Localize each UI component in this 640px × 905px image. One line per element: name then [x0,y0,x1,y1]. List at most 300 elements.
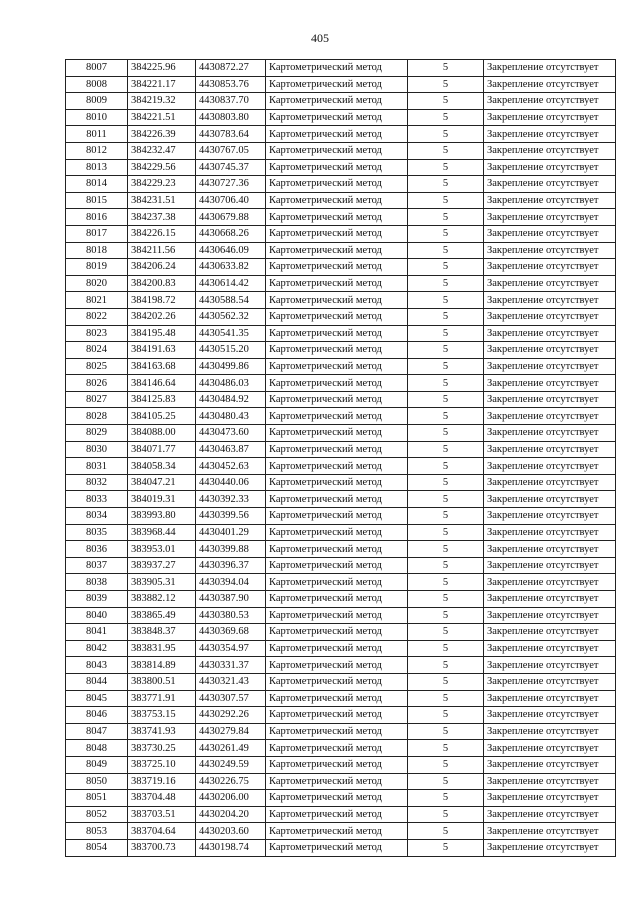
table-row [66,225,616,242]
table-row [66,275,616,292]
method-cell: Картометрический метод [266,806,408,823]
accuracy-cell: 5 [408,325,484,342]
fixing-description-cell: Закрепление отсутствует [484,292,616,309]
accuracy-cell: 5 [408,358,484,375]
table-row [66,126,616,143]
accuracy-cell: 5 [408,458,484,475]
coordinate-x-cell: 384058.34 [128,458,196,475]
table-row [66,524,616,541]
point-number-cell: 8024 [66,342,128,359]
coordinate-y-cell: 4430399.56 [196,508,266,525]
coordinate-x-cell: 383771.91 [128,690,196,707]
accuracy-cell: 5 [408,192,484,209]
coordinate-x-cell: 383865.49 [128,607,196,624]
method-cell: Картометрический метод [266,740,408,757]
coordinate-y-cell: 4430803.80 [196,109,266,126]
method-cell: Картометрический метод [266,491,408,508]
point-number-cell: 8045 [66,690,128,707]
method-cell: Картометрический метод [266,474,408,491]
accuracy-cell: 5 [408,707,484,724]
fixing-description-cell: Закрепление отсутствует [484,773,616,790]
fixing-description-cell: Закрепление отсутствует [484,790,616,807]
fixing-description-cell: Закрепление отсутствует [484,673,616,690]
method-cell: Картометрический метод [266,790,408,807]
table-row [66,574,616,591]
method-cell: Картометрический метод [266,142,408,159]
coordinate-x-cell: 384200.83 [128,275,196,292]
accuracy-cell: 5 [408,657,484,674]
accuracy-cell: 5 [408,723,484,740]
fixing-description-cell: Закрепление отсутствует [484,474,616,491]
method-cell: Картометрический метод [266,640,408,657]
accuracy-cell: 5 [408,425,484,442]
table-row [66,391,616,408]
accuracy-cell: 5 [408,790,484,807]
table-row [66,541,616,558]
fixing-description-cell: Закрепление отсутствует [484,142,616,159]
table-row [66,723,616,740]
method-cell: Картометрический метод [266,541,408,558]
method-cell: Картометрический метод [266,375,408,392]
coordinate-x-cell: 383741.93 [128,723,196,740]
method-cell: Картометрический метод [266,574,408,591]
point-number-cell: 8012 [66,142,128,159]
coordinate-y-cell: 4430837.70 [196,93,266,110]
fixing-description-cell: Закрепление отсутствует [484,441,616,458]
coordinate-x-cell: 383953.01 [128,541,196,558]
fixing-description-cell: Закрепление отсутствует [484,259,616,276]
fixing-description-cell: Закрепление отсутствует [484,541,616,558]
fixing-description-cell: Закрепление отсутствует [484,574,616,591]
point-number-cell: 8042 [66,640,128,657]
accuracy-cell: 5 [408,308,484,325]
method-cell: Картометрический метод [266,458,408,475]
point-number-cell: 8040 [66,607,128,624]
accuracy-cell: 5 [408,823,484,840]
coordinate-x-cell: 384146.64 [128,375,196,392]
table-row [66,142,616,159]
fixing-description-cell: Закрепление отсутствует [484,756,616,773]
method-cell: Картометрический метод [266,176,408,193]
coordinate-y-cell: 4430562.32 [196,308,266,325]
method-cell: Картометрический метод [266,823,408,840]
fixing-description-cell: Закрепление отсутствует [484,624,616,641]
table-body [66,60,616,857]
method-cell: Картометрический метод [266,773,408,790]
point-number-cell: 8014 [66,176,128,193]
method-cell: Картометрический метод [266,690,408,707]
point-number-cell: 8010 [66,109,128,126]
table-row [66,259,616,276]
table-row [66,60,616,77]
fixing-description-cell: Закрепление отсутствует [484,458,616,475]
point-number-cell: 8022 [66,308,128,325]
accuracy-cell: 5 [408,806,484,823]
coordinate-x-cell: 384231.51 [128,192,196,209]
table-row [66,441,616,458]
method-cell: Картометрический метод [266,524,408,541]
coordinate-y-cell: 4430292.26 [196,707,266,724]
table-row [66,109,616,126]
table-row [66,839,616,856]
method-cell: Картометрический метод [266,358,408,375]
accuracy-cell: 5 [408,391,484,408]
accuracy-cell: 5 [408,209,484,226]
coordinate-x-cell: 384221.51 [128,109,196,126]
accuracy-cell: 5 [408,275,484,292]
coordinate-y-cell: 4430727.36 [196,176,266,193]
table-row [66,557,616,574]
table-row [66,607,616,624]
table-row [66,375,616,392]
coordinate-y-cell: 4430198.74 [196,839,266,856]
coordinate-x-cell: 383730.25 [128,740,196,757]
method-cell: Картометрический метод [266,292,408,309]
table-row [66,707,616,724]
coordinate-y-cell: 4430745.37 [196,159,266,176]
fixing-description-cell: Закрепление отсутствует [484,109,616,126]
method-cell: Картометрический метод [266,707,408,724]
coordinate-y-cell: 4430679.88 [196,209,266,226]
accuracy-cell: 5 [408,574,484,591]
method-cell: Картометрический метод [266,259,408,276]
coordinate-y-cell: 4430633.82 [196,259,266,276]
accuracy-cell: 5 [408,159,484,176]
coordinate-y-cell: 4430394.04 [196,574,266,591]
table-row [66,657,616,674]
coordinate-x-cell: 384237.38 [128,209,196,226]
coordinate-x-cell: 383700.73 [128,839,196,856]
fixing-description-cell: Закрепление отсутствует [484,823,616,840]
fixing-description-cell: Закрепление отсутствует [484,408,616,425]
coordinate-x-cell: 384191.63 [128,342,196,359]
coordinate-x-cell: 384225.96 [128,60,196,77]
fixing-description-cell: Закрепление отсутствует [484,60,616,77]
coordinate-x-cell: 384105.25 [128,408,196,425]
method-cell: Картометрический метод [266,557,408,574]
point-number-cell: 8020 [66,275,128,292]
coordinate-x-cell: 384226.39 [128,126,196,143]
coordinate-y-cell: 4430473.60 [196,425,266,442]
point-number-cell: 8026 [66,375,128,392]
coordinate-x-cell: 384232.47 [128,142,196,159]
coordinate-x-cell: 384047.21 [128,474,196,491]
point-number-cell: 8029 [66,425,128,442]
coordinate-x-cell: 384206.24 [128,259,196,276]
accuracy-cell: 5 [408,557,484,574]
table-row [66,690,616,707]
accuracy-cell: 5 [408,375,484,392]
fixing-description-cell: Закрепление отсутствует [484,640,616,657]
coordinate-x-cell: 384125.83 [128,391,196,408]
accuracy-cell: 5 [408,541,484,558]
fixing-description-cell: Закрепление отсутствует [484,308,616,325]
fixing-description-cell: Закрепление отсутствует [484,325,616,342]
accuracy-cell: 5 [408,441,484,458]
table-row [66,192,616,209]
table-row [66,740,616,757]
coordinate-y-cell: 4430206.00 [196,790,266,807]
point-number-cell: 8039 [66,591,128,608]
coordinate-x-cell: 383704.48 [128,790,196,807]
accuracy-cell: 5 [408,640,484,657]
coordinate-y-cell: 4430614.42 [196,275,266,292]
table-row [66,176,616,193]
fixing-description-cell: Закрепление отсутствует [484,192,616,209]
point-number-cell: 8047 [66,723,128,740]
coordinate-x-cell: 384198.72 [128,292,196,309]
fixing-description-cell: Закрепление отсутствует [484,342,616,359]
coordinate-y-cell: 4430484.92 [196,391,266,408]
coordinate-x-cell: 383937.27 [128,557,196,574]
method-cell: Картометрический метод [266,508,408,525]
coordinate-x-cell: 383753.15 [128,707,196,724]
fixing-description-cell: Закрепление отсутствует [484,508,616,525]
table-row [66,790,616,807]
fixing-description-cell: Закрепление отсутствует [484,159,616,176]
table-row [66,591,616,608]
accuracy-cell: 5 [408,225,484,242]
coordinate-y-cell: 4430401.29 [196,524,266,541]
fixing-description-cell: Закрепление отсутствует [484,524,616,541]
coordinate-y-cell: 4430440.06 [196,474,266,491]
coordinate-x-cell: 384229.56 [128,159,196,176]
coordinate-y-cell: 4430279.84 [196,723,266,740]
accuracy-cell: 5 [408,142,484,159]
table-row [66,474,616,491]
method-cell: Картометрический метод [266,425,408,442]
coordinate-x-cell: 384071.77 [128,441,196,458]
table-row [66,425,616,442]
point-number-cell: 8049 [66,756,128,773]
coordinate-x-cell: 383704.64 [128,823,196,840]
table-row [66,408,616,425]
table-row [66,93,616,110]
method-cell: Картометрический метод [266,192,408,209]
method-cell: Картометрический метод [266,342,408,359]
point-number-cell: 8027 [66,391,128,408]
method-cell: Картометрический метод [266,242,408,259]
coordinate-x-cell: 383725.10 [128,756,196,773]
accuracy-cell: 5 [408,342,484,359]
coordinate-y-cell: 4430541.35 [196,325,266,342]
accuracy-cell: 5 [408,756,484,773]
method-cell: Картометрический метод [266,225,408,242]
accuracy-cell: 5 [408,508,484,525]
method-cell: Картометрический метод [266,93,408,110]
point-number-cell: 8032 [66,474,128,491]
table-row [66,358,616,375]
point-number-cell: 8028 [66,408,128,425]
coordinate-y-cell: 4430588.54 [196,292,266,309]
coordinate-x-cell: 384019.31 [128,491,196,508]
method-cell: Картометрический метод [266,839,408,856]
point-number-cell: 8048 [66,740,128,757]
coordinate-x-cell: 383882.12 [128,591,196,608]
table-row [66,308,616,325]
coordinate-y-cell: 4430853.76 [196,76,266,93]
method-cell: Картометрический метод [266,441,408,458]
coordinate-y-cell: 4430486.03 [196,375,266,392]
coordinate-x-cell: 384163.68 [128,358,196,375]
point-number-cell: 8054 [66,839,128,856]
point-number-cell: 8052 [66,806,128,823]
table-row [66,624,616,641]
point-number-cell: 8023 [66,325,128,342]
coordinate-y-cell: 4430203.60 [196,823,266,840]
point-number-cell: 8017 [66,225,128,242]
accuracy-cell: 5 [408,474,484,491]
point-number-cell: 8021 [66,292,128,309]
fixing-description-cell: Закрепление отсутствует [484,242,616,259]
point-number-cell: 8007 [66,60,128,77]
coordinate-x-cell: 383848.37 [128,624,196,641]
coordinate-y-cell: 4430452.63 [196,458,266,475]
coordinate-y-cell: 4430399.88 [196,541,266,558]
fixing-description-cell: Закрепление отсутствует [484,591,616,608]
coordinate-y-cell: 4430321.43 [196,673,266,690]
table-row [66,640,616,657]
method-cell: Картометрический метод [266,657,408,674]
fixing-description-cell: Закрепление отсутствует [484,375,616,392]
accuracy-cell: 5 [408,491,484,508]
point-number-cell: 8016 [66,209,128,226]
accuracy-cell: 5 [408,109,484,126]
table-row [66,458,616,475]
coordinate-x-cell: 384195.48 [128,325,196,342]
point-number-cell: 8008 [66,76,128,93]
coordinate-y-cell: 4430872.27 [196,60,266,77]
point-number-cell: 8035 [66,524,128,541]
method-cell: Картометрический метод [266,607,408,624]
method-cell: Картометрический метод [266,673,408,690]
method-cell: Картометрический метод [266,391,408,408]
point-number-cell: 8034 [66,508,128,525]
point-number-cell: 8041 [66,624,128,641]
coordinate-x-cell: 383993.80 [128,508,196,525]
accuracy-cell: 5 [408,408,484,425]
method-cell: Картометрический метод [266,159,408,176]
table-row [66,491,616,508]
accuracy-cell: 5 [408,176,484,193]
point-number-cell: 8025 [66,358,128,375]
coordinate-y-cell: 4430396.37 [196,557,266,574]
coordinate-y-cell: 4430706.40 [196,192,266,209]
fixing-description-cell: Закрепление отсутствует [484,740,616,757]
accuracy-cell: 5 [408,607,484,624]
fixing-description-cell: Закрепление отсутствует [484,425,616,442]
point-number-cell: 8030 [66,441,128,458]
point-number-cell: 8053 [66,823,128,840]
method-cell: Картометрический метод [266,756,408,773]
fixing-description-cell: Закрепление отсутствует [484,806,616,823]
fixing-description-cell: Закрепление отсутствует [484,358,616,375]
point-number-cell: 8050 [66,773,128,790]
point-number-cell: 8019 [66,259,128,276]
fixing-description-cell: Закрепление отсутствует [484,557,616,574]
fixing-description-cell: Закрепление отсутствует [484,707,616,724]
table-row [66,773,616,790]
coordinate-y-cell: 4430646.09 [196,242,266,259]
table-row [66,159,616,176]
accuracy-cell: 5 [408,242,484,259]
coordinate-y-cell: 4430767.05 [196,142,266,159]
method-cell: Картометрический метод [266,591,408,608]
accuracy-cell: 5 [408,740,484,757]
coordinate-x-cell: 384202.26 [128,308,196,325]
coordinate-y-cell: 4430307.57 [196,690,266,707]
page-number: 405 [311,31,329,45]
method-cell: Картометрический метод [266,624,408,641]
coordinate-y-cell: 4430204.20 [196,806,266,823]
coordinate-y-cell: 4430261.49 [196,740,266,757]
fixing-description-cell: Закрепление отсутствует [484,176,616,193]
coordinate-x-cell: 383968.44 [128,524,196,541]
accuracy-cell: 5 [408,93,484,110]
point-number-cell: 8046 [66,707,128,724]
table-row [66,292,616,309]
coordinate-x-cell: 384221.17 [128,76,196,93]
table-row [66,209,616,226]
method-cell: Картометрический метод [266,408,408,425]
point-number-cell: 8011 [66,126,128,143]
fixing-description-cell: Закрепление отсутствует [484,607,616,624]
method-cell: Картометрический метод [266,126,408,143]
coordinate-y-cell: 4430387.90 [196,591,266,608]
coordinate-x-cell: 384211.56 [128,242,196,259]
point-number-cell: 8037 [66,557,128,574]
accuracy-cell: 5 [408,591,484,608]
fixing-description-cell: Закрепление отсутствует [484,209,616,226]
method-cell: Картометрический метод [266,723,408,740]
point-number-cell: 8033 [66,491,128,508]
point-number-cell: 8015 [66,192,128,209]
coordinate-y-cell: 4430463.87 [196,441,266,458]
coordinate-y-cell: 4430331.37 [196,657,266,674]
accuracy-cell: 5 [408,524,484,541]
table-row [66,325,616,342]
coordinate-x-cell: 384226.15 [128,225,196,242]
accuracy-cell: 5 [408,76,484,93]
coordinate-y-cell: 4430499.86 [196,358,266,375]
fixing-description-cell: Закрепление отсутствует [484,76,616,93]
fixing-description-cell: Закрепление отсутствует [484,839,616,856]
point-number-cell: 8018 [66,242,128,259]
point-number-cell: 8009 [66,93,128,110]
coordinate-y-cell: 4430480.43 [196,408,266,425]
method-cell: Картометрический метод [266,325,408,342]
method-cell: Картометрический метод [266,275,408,292]
fixing-description-cell: Закрепление отсутствует [484,391,616,408]
coordinate-x-cell: 384088.00 [128,425,196,442]
table-row [66,76,616,93]
fixing-description-cell: Закрепление отсутствует [484,275,616,292]
point-number-cell: 8036 [66,541,128,558]
coordinate-x-cell: 383814.89 [128,657,196,674]
table-row [66,806,616,823]
coordinate-y-cell: 4430380.53 [196,607,266,624]
table-row [66,508,616,525]
fixing-description-cell: Закрепление отсутствует [484,690,616,707]
accuracy-cell: 5 [408,259,484,276]
point-number-cell: 8031 [66,458,128,475]
coordinate-y-cell: 4430354.97 [196,640,266,657]
coordinate-y-cell: 4430668.26 [196,225,266,242]
accuracy-cell: 5 [408,839,484,856]
fixing-description-cell: Закрепление отсутствует [484,225,616,242]
accuracy-cell: 5 [408,690,484,707]
table-row [66,673,616,690]
